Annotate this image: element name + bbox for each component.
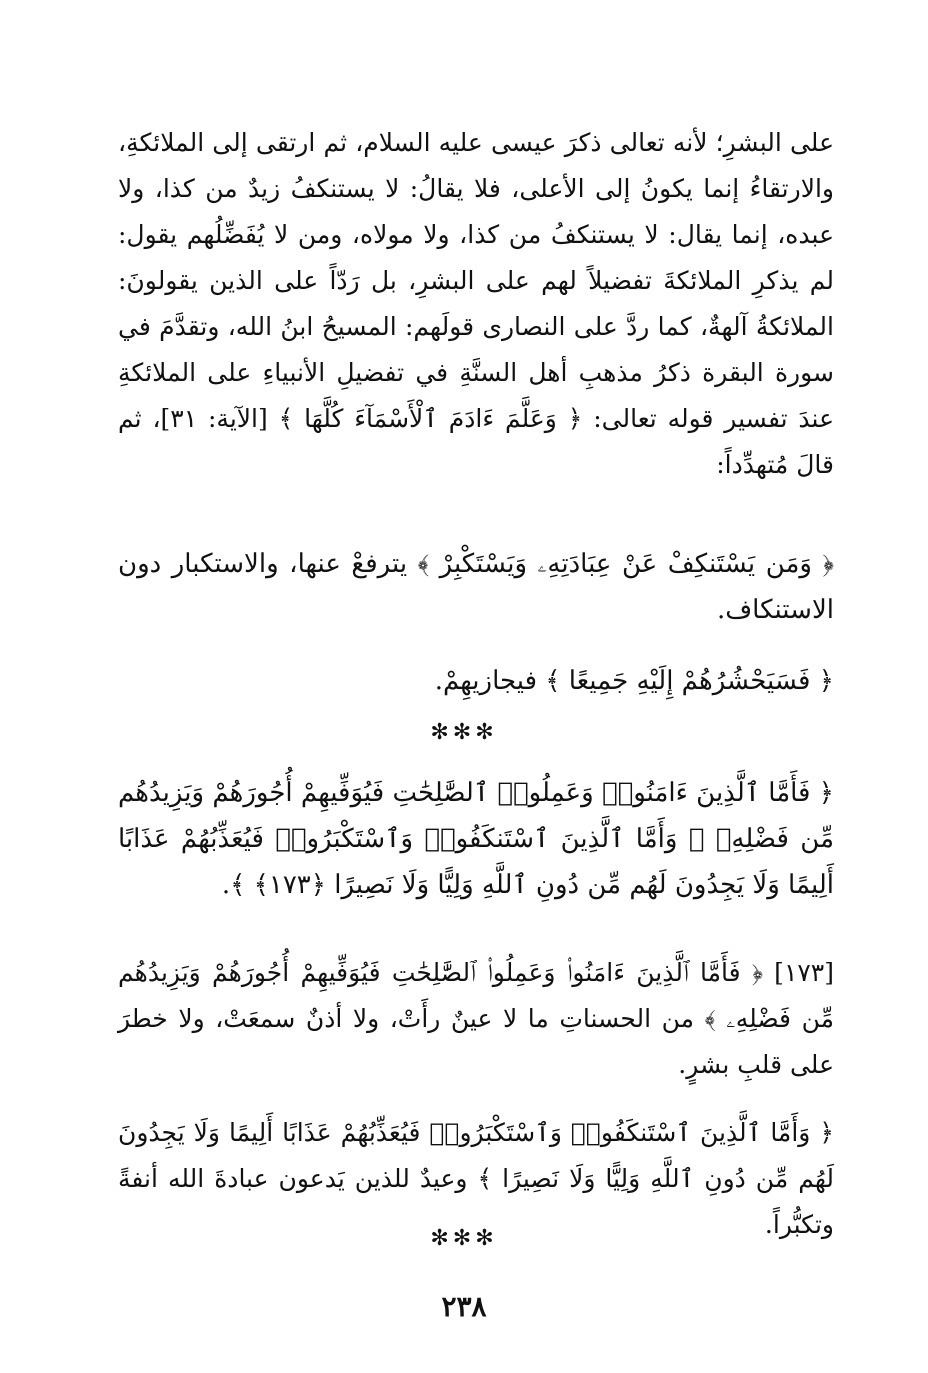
verse-commentary-hashr: ﴿ فَسَيَحْشُرُهُمْ إِلَيْهِ جَمِيعًا ﴾ فيجازيهِمْ.: [434, 666, 834, 696]
commentary-173: [١٧٣] ﴿ فَأَمَّا ٱلَّذِينَ ءَامَنُوا۟ وَعَمِلُوا۟ ٱلصَّٰلِحَٰتِ فَيُوَفِّيهِمْ أُجُورَهُمْ وَيَزِيدُهُم مِّن فَضْلِهِۦ ﴾ من الحسناتِ ما لا عينٌ رأَتْ، ولا أذنٌ سمعَتْ، ولا خطرَ على قلبِ بشرٍ.: [118, 958, 834, 1079]
verse-173-full: ﴿ فَأَمَّا ٱلَّذِينَ ءَامَنُوا۟ وَعَمِلُوا۟ ٱلصَّٰلِحَٰتِ فَيُوَفِّيهِمْ أُجُورَهُمْ وَيَزِيدُهُم مِّن فَضْلِهِۦ ۖ وَأَمَّا ٱلَّذِينَ ٱسْتَنكَفُوا۟ وَٱسْتَكْبَرُوا۟ فَيُعَذِّبُهُمْ عَذَابًا أَلِيمًا وَلَا يَجِدُونَ لَهُم مِّن دُونِ ٱللَّهِ وَلِيًّا وَلَا نَصِيرًا ﴿١٧٣﴾ ﴾.: [118, 778, 834, 900]
commentary-173-continued: ﴿ وَأَمَّا ٱلَّذِينَ ٱسْتَنكَفُوا۟ وَٱسْتَكْبَرُوا۟ فَيُعَذِّبُهُمْ عَذَابًا أَلِيمًا وَلَا يَجِدُونَ لَهُم مِّن دُونِ ٱللَّهِ وَلِيًّا وَلَا نَصِيرًا ﴾ وعيدٌ للذين يَدعون عبادةَ الله أنفةً وتكبُّراً.: [118, 1118, 834, 1239]
intro-paragraph: على البشرِ؛ لأنه تعالى ذكرَ عيسى عليه السلام، ثم ارتقى إلى الملائكةِ، والارتقاءُ إنما يكونُ إلى الأعلى، فلا يقالُ: لا يستنكفُ زيدٌ من كذا، ولا عبده، إنما يقال: لا يستنكفُ من كذا، ولا مولاه، ومن لا يُفَضِّلُهم يقول: لم يذكرِ الملائكةَ تفضيلاً لهم على البشرِ، بل رَدّاً على الذين يقولونَ: الملائكةُ آلهةٌ، كما ردَّ على النصارى قولَهم: المسيحُ ابنُ الله، وتقدَّمَ في سورة البقرة ذكرُ مذهبِ أهل السنَّةِ في تفضيلِ الأنبياءِ على الملائكةِ عندَ تفسير قوله تعالى: ﴿ وَعَلَّمَ ءَادَمَ ٱلْأَسْمَآءَ كُلَّهَا ﴾ [الآية: ٣١]، ثم قالَ مُتهدِّداً:: [118, 128, 834, 479]
section-separator-1: ✻✻✻: [430, 720, 498, 745]
verse-commentary-istinkaf: ﴿ وَمَن يَسْتَنكِفْ عَنْ عِبَادَتِهِۦ وَيَسْتَكْبِرْ ﴾ يترفعْ عنها، والاستكبار دون الاستنكاف.: [118, 549, 835, 625]
section-separator-2: ✻✻✻: [430, 1226, 498, 1251]
page-number: ٢٣٨: [441, 1290, 487, 1323]
